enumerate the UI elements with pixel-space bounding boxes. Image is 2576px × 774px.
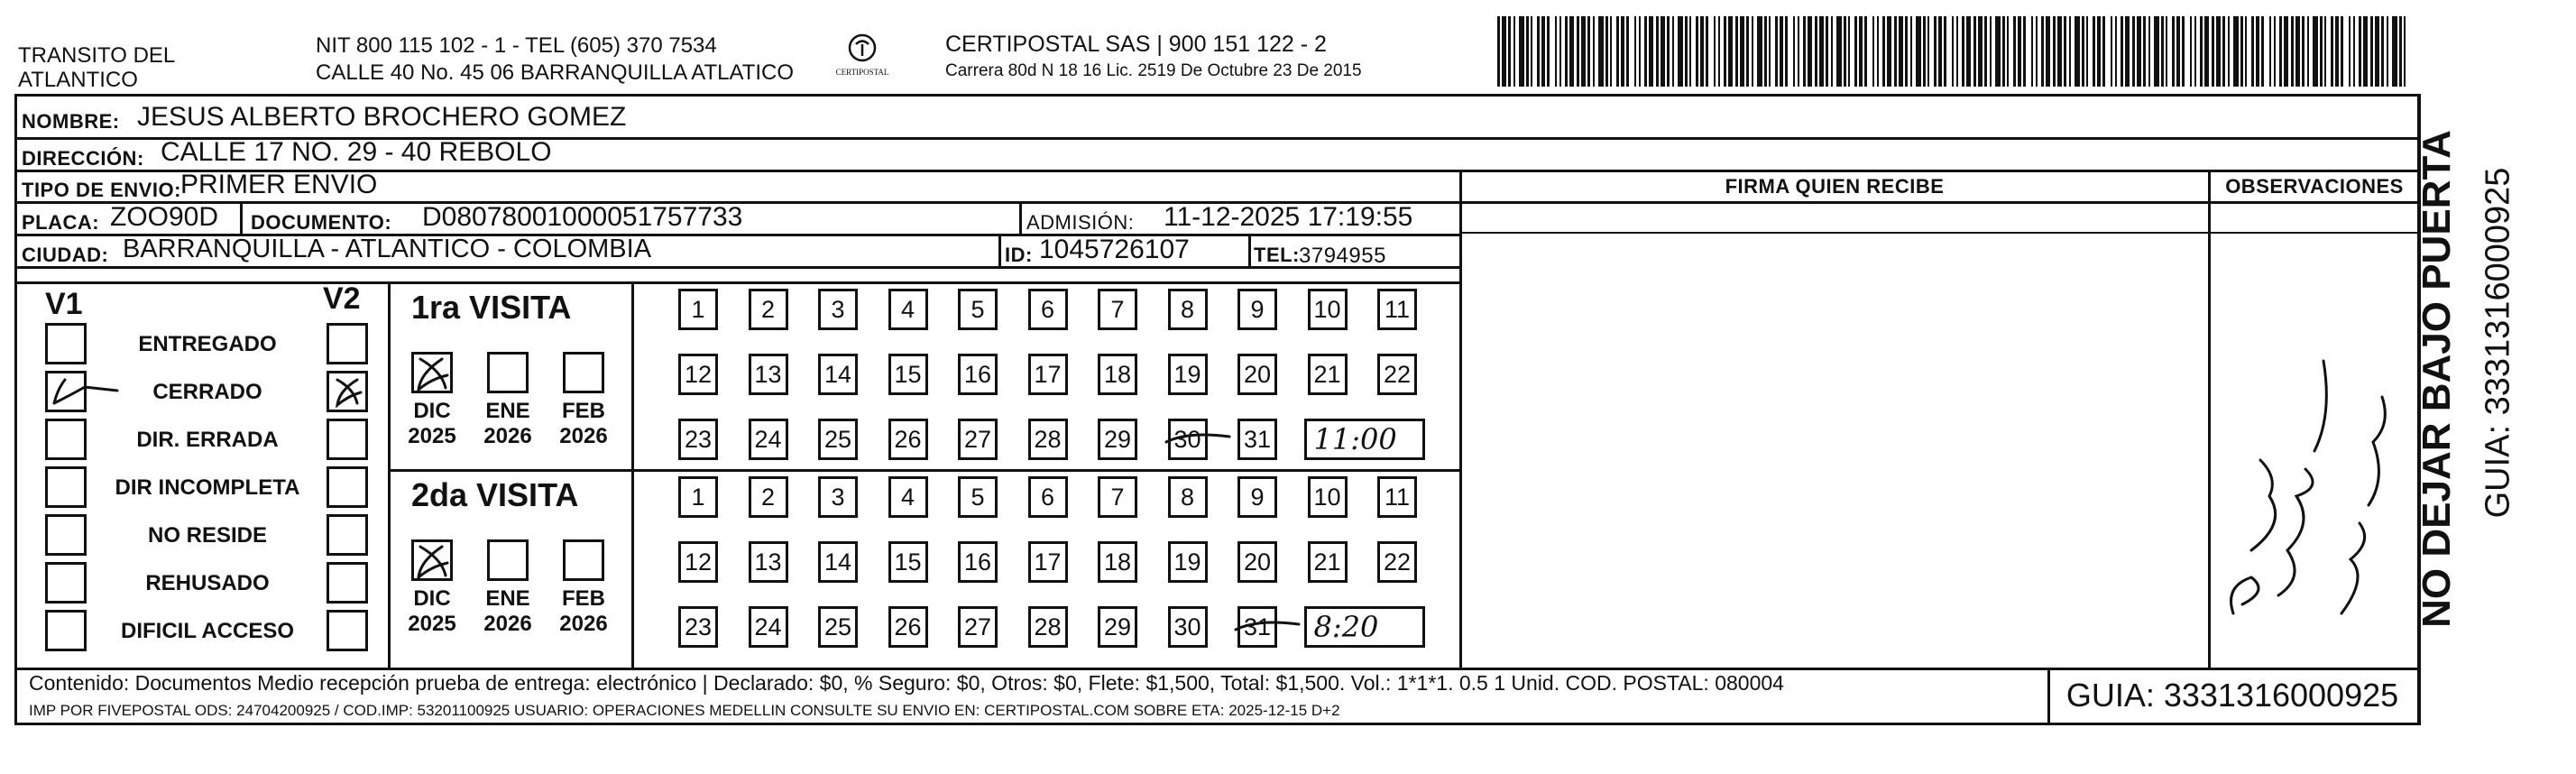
day-box[interactable]: 6 bbox=[1028, 476, 1068, 518]
day-box[interactable]: 18 bbox=[1098, 354, 1137, 395]
day-box[interactable]: 28 bbox=[1028, 606, 1068, 648]
day-box[interactable]: 27 bbox=[958, 606, 998, 648]
day-box[interactable]: 17 bbox=[1028, 541, 1068, 583]
barcode-bar bbox=[2041, 16, 2044, 87]
barcode-bar bbox=[2093, 16, 2095, 87]
barcode-bar bbox=[1678, 16, 1683, 87]
barcode-bar bbox=[2212, 16, 2214, 87]
barcode-bar bbox=[2176, 16, 2180, 87]
day-box[interactable]: 5 bbox=[958, 476, 998, 518]
day-box[interactable]: 6 bbox=[1028, 289, 1068, 330]
day-box[interactable]: 7 bbox=[1098, 289, 1137, 330]
month-mark bbox=[411, 352, 453, 393]
day-box[interactable]: 11 bbox=[1377, 476, 1417, 518]
day-box[interactable]: 27 bbox=[958, 419, 998, 460]
barcode-bar bbox=[2013, 16, 2016, 87]
barcode-bar bbox=[1593, 16, 1595, 87]
barcode-bar bbox=[1649, 16, 1653, 87]
barcode-bar bbox=[1700, 16, 1704, 87]
v2-checkbox[interactable] bbox=[327, 466, 368, 508]
day-box[interactable]: 12 bbox=[678, 354, 718, 395]
status-label: DIR. ERRADA bbox=[136, 428, 279, 452]
barcode-bar bbox=[2335, 16, 2339, 87]
name-label: NOMBRE: bbox=[22, 110, 120, 133]
barcode-bar bbox=[2204, 16, 2209, 87]
plate-label: PLACA: bbox=[22, 211, 100, 234]
document-value: D08078001000051757733 bbox=[422, 202, 743, 232]
month-label: ENE 2026 bbox=[483, 399, 532, 448]
day-box[interactable]: 25 bbox=[818, 419, 858, 460]
barcode-bar bbox=[2341, 16, 2343, 87]
barcode-bar bbox=[2387, 16, 2388, 87]
barcode-bar bbox=[1513, 16, 1515, 87]
day-box[interactable]: 20 bbox=[1237, 541, 1277, 583]
barcode-bar bbox=[2046, 16, 2050, 87]
barcode-bar bbox=[1656, 16, 1659, 87]
month-label: ENE 2026 bbox=[483, 586, 532, 636]
barcode-bar bbox=[2132, 16, 2135, 87]
v2-check-mark bbox=[327, 371, 368, 412]
day-box[interactable]: 19 bbox=[1168, 541, 1208, 583]
day-box[interactable]: 16 bbox=[958, 541, 998, 583]
barcode-bar bbox=[1872, 16, 1874, 87]
barcode-bar bbox=[2240, 16, 2243, 87]
v2-checkbox[interactable] bbox=[327, 323, 368, 364]
barcode-bar bbox=[2002, 16, 2005, 87]
day-box[interactable]: 26 bbox=[888, 606, 928, 648]
barcode-bar bbox=[1905, 16, 1908, 87]
barcode-bar bbox=[2190, 16, 2192, 87]
day-box[interactable]: 2 bbox=[749, 289, 788, 330]
barcode-bar bbox=[2228, 16, 2230, 87]
barcode-bar bbox=[2097, 16, 2101, 87]
day-box[interactable]: 7 bbox=[1098, 476, 1137, 518]
barcode-bar bbox=[1577, 16, 1579, 87]
barcode-bar bbox=[1598, 16, 1604, 87]
day-box[interactable]: 21 bbox=[1308, 541, 1348, 583]
barcode-bar bbox=[1938, 16, 1942, 87]
barcode-bar bbox=[1819, 16, 1824, 87]
barcode-bar bbox=[1859, 16, 1863, 87]
barcode-bar bbox=[1995, 16, 2001, 87]
barcode-bar bbox=[2291, 16, 2294, 87]
barcode-bar bbox=[2018, 16, 2021, 87]
status-label: NO RESIDE bbox=[147, 523, 268, 548]
side-guide: GUIA: 3331316000925 bbox=[2479, 167, 2517, 519]
org-contact bbox=[316, 32, 794, 87]
barcode-bar bbox=[1836, 16, 1842, 87]
barcode-bar bbox=[1541, 16, 1545, 87]
barcode-bar bbox=[1785, 16, 1788, 87]
barcode-bar bbox=[1537, 16, 1540, 87]
barcode-bar bbox=[1923, 16, 1926, 87]
day-box[interactable]: 1 bbox=[678, 289, 718, 330]
barcode-bar bbox=[1775, 16, 1778, 87]
v2-checkbox[interactable] bbox=[327, 371, 368, 412]
city-value: BARRANQUILLA - ATLANTICO - COLOMBIA bbox=[123, 235, 652, 263]
recipient-address: CALLE 17 NO. 29 - 40 REBOLO bbox=[161, 137, 552, 167]
barcode-bar bbox=[2320, 16, 2323, 87]
barcode-bar bbox=[1793, 16, 1795, 87]
day-strike-mark bbox=[1161, 419, 1233, 460]
month-checkbox[interactable] bbox=[411, 539, 453, 581]
no-dejar-warning: NO DEJAR BAJO PUERTA bbox=[2415, 130, 2459, 628]
day-box[interactable]: 18 bbox=[1098, 541, 1137, 583]
barcode-bar bbox=[2245, 16, 2247, 87]
barcode-bar bbox=[1724, 16, 1726, 87]
barcode-bar bbox=[2102, 16, 2105, 87]
barcode-bar bbox=[1626, 16, 1629, 87]
barcode-bar bbox=[1877, 16, 1879, 87]
barcode-bar bbox=[1764, 16, 1767, 87]
barcode-bar bbox=[1798, 16, 1799, 87]
barcode-bar bbox=[2307, 16, 2309, 87]
barcode-bar bbox=[2111, 16, 2112, 87]
barcode-bar bbox=[2353, 16, 2355, 87]
month-checkbox[interactable] bbox=[487, 539, 529, 581]
barcode-bar bbox=[1808, 16, 1812, 87]
day-box[interactable]: 24 bbox=[749, 419, 788, 460]
barcode-bar bbox=[2194, 16, 2196, 87]
courier-info bbox=[945, 31, 1362, 85]
barcode-bar bbox=[2007, 16, 2009, 87]
day-box[interactable]: 3 bbox=[818, 476, 858, 518]
barcode-bar bbox=[1508, 16, 1511, 87]
day-box[interactable]: 10 bbox=[1308, 476, 1348, 518]
org-name: TRANSITO DEL ATLANTICO bbox=[18, 43, 176, 92]
barcode-bar bbox=[1605, 16, 1608, 87]
day-box[interactable]: 29 bbox=[1098, 606, 1137, 648]
barcode-bar bbox=[1610, 16, 1612, 87]
day-box[interactable]: 2 bbox=[749, 476, 788, 518]
barcode-bar bbox=[1944, 16, 1946, 87]
barcode-bar bbox=[1956, 16, 1958, 87]
print-line: IMP POR FIVEPOSTAL ODS: 24704200925 / COD.IMP: 53201100925 USUARIO: OPERACIONES MEDELLIN CONSULTE SU ENVIO EN: CERTIPOSTAL.COM SOBRE ETA: 2025-12-15 D+2 bbox=[29, 702, 1340, 719]
barcode-bar bbox=[1728, 16, 1733, 87]
tel-label: TEL: bbox=[1254, 244, 1300, 266]
barcode-bar bbox=[1803, 16, 1806, 87]
day-box[interactable]: 24 bbox=[749, 606, 788, 648]
day-box[interactable]: 13 bbox=[749, 354, 788, 395]
day-box[interactable]: 30 bbox=[1168, 419, 1208, 460]
barcode-bar bbox=[1910, 16, 1912, 87]
v2-checkbox[interactable] bbox=[327, 610, 368, 651]
barcode-bar bbox=[1752, 16, 1753, 87]
day-box[interactable]: 5 bbox=[958, 289, 998, 330]
day-box[interactable]: 23 bbox=[678, 606, 718, 648]
day-box[interactable]: 11 bbox=[1377, 289, 1417, 330]
barcode-bar bbox=[2284, 16, 2288, 87]
barcode-bar bbox=[2115, 16, 2117, 87]
barcode-bar bbox=[1831, 16, 1833, 87]
barcode-bar bbox=[1864, 16, 1867, 87]
v2-checkbox[interactable] bbox=[327, 514, 368, 556]
barcode-bar bbox=[2154, 16, 2159, 87]
day-box[interactable]: 4 bbox=[888, 476, 928, 518]
day-box[interactable]: 17 bbox=[1028, 354, 1068, 395]
barcode-bar bbox=[1502, 16, 1506, 87]
day-box[interactable]: 29 bbox=[1098, 419, 1137, 460]
barcode-bar bbox=[1854, 16, 1857, 87]
day-box[interactable]: 22 bbox=[1377, 354, 1417, 395]
barcode-bar bbox=[2370, 16, 2373, 87]
shipment-type: PRIMER ENVIO bbox=[180, 170, 378, 199]
barcode-bar bbox=[2399, 16, 2402, 87]
barcode-bar bbox=[1587, 16, 1590, 87]
day-box[interactable]: 31 bbox=[1237, 419, 1277, 460]
barcode-bar bbox=[2031, 16, 2033, 87]
day-box[interactable]: 10 bbox=[1308, 289, 1348, 330]
barcode bbox=[1497, 16, 2408, 87]
courier-license: Carrera 80d N 18 16 Lic. 2519 De Octubre 23 De 2015 bbox=[945, 61, 1362, 80]
nit-line: NIT 800 115 102 - 1 - TEL (605) 370 7534 bbox=[316, 33, 717, 58]
day-box[interactable]: 1 bbox=[678, 476, 718, 518]
courier-line: CERTIPOSTAL SAS | 900 151 122 - 2 bbox=[945, 32, 1327, 57]
barcode-bar bbox=[1757, 16, 1762, 87]
barcode-bar bbox=[2233, 16, 2239, 87]
barcode-bar bbox=[2086, 16, 2088, 87]
barcode-bar bbox=[1565, 16, 1568, 87]
day-strike-mark bbox=[1230, 606, 1302, 648]
month-mark bbox=[411, 539, 453, 581]
barcode-bar bbox=[1706, 16, 1708, 87]
barcode-bar bbox=[1844, 16, 1846, 87]
day-box[interactable]: 15 bbox=[888, 541, 928, 583]
barcode-bar bbox=[1696, 16, 1698, 87]
observations-handwriting bbox=[2215, 343, 2414, 650]
status-label: ENTREGADO bbox=[138, 332, 277, 356]
barcode-bar bbox=[2182, 16, 2185, 87]
barcode-bar bbox=[1916, 16, 1921, 87]
month-checkbox[interactable] bbox=[563, 539, 604, 581]
barcode-bar bbox=[2251, 16, 2254, 87]
barcode-bar bbox=[2161, 16, 2164, 87]
barcode-bar bbox=[2404, 16, 2406, 87]
barcode-bar bbox=[2200, 16, 2203, 87]
barcode-bar bbox=[2302, 16, 2305, 87]
barcode-bar bbox=[2222, 16, 2225, 87]
barcode-bar bbox=[1769, 16, 1771, 87]
barcode-bar bbox=[1984, 16, 1987, 87]
day-box[interactable]: 26 bbox=[888, 419, 928, 460]
month-checkbox[interactable] bbox=[563, 352, 604, 393]
barcode-bar bbox=[2143, 16, 2146, 87]
footer-guide: GUIA: 3331316000925 bbox=[2065, 677, 2399, 714]
day-box[interactable]: 21 bbox=[1308, 354, 1348, 395]
barcode-bar bbox=[1962, 16, 1964, 87]
barcode-bar bbox=[1952, 16, 1954, 87]
barcode-bar bbox=[2375, 16, 2379, 87]
month-checkbox[interactable] bbox=[411, 352, 453, 393]
barcode-bar bbox=[1555, 16, 1557, 87]
barcode-bar bbox=[2313, 16, 2318, 87]
day-box[interactable]: 15 bbox=[888, 354, 928, 395]
day-box[interactable]: 3 bbox=[818, 289, 858, 330]
barcode-bar bbox=[1559, 16, 1561, 87]
barcode-bar bbox=[2359, 16, 2361, 87]
certipostal-logo: CERTIPOSTAL bbox=[830, 32, 895, 87]
day-box[interactable]: 8 bbox=[1168, 476, 1208, 518]
barcode-bar bbox=[1990, 16, 1992, 87]
v2-checkbox[interactable] bbox=[327, 419, 368, 460]
barcode-bar bbox=[1973, 16, 1976, 87]
id-value: 1045726107 bbox=[1039, 235, 1190, 264]
month-label: DIC 2025 bbox=[408, 399, 456, 448]
month-label: DIC 2025 bbox=[408, 586, 456, 636]
status-label: DIR INCOMPLETA bbox=[115, 475, 300, 500]
barcode-bar bbox=[1746, 16, 1749, 87]
barcode-bar bbox=[1966, 16, 1971, 87]
barcode-bar bbox=[1899, 16, 1903, 87]
barcode-bar bbox=[2121, 16, 2123, 87]
barcode-bar bbox=[1927, 16, 1929, 87]
day-box[interactable]: 9 bbox=[1237, 476, 1277, 518]
signature-area[interactable] bbox=[1463, 204, 2208, 666]
v1-label: V1 bbox=[45, 287, 83, 321]
courier-logo-icon bbox=[844, 32, 880, 63]
barcode-bar bbox=[2064, 16, 2066, 87]
status-label: CERRADO bbox=[152, 380, 262, 404]
day-box[interactable]: 19 bbox=[1168, 354, 1208, 395]
barcode-bar bbox=[2075, 16, 2080, 87]
barcode-bar bbox=[2053, 16, 2056, 87]
barcode-bar bbox=[1740, 16, 1744, 87]
day-box[interactable]: 14 bbox=[818, 354, 858, 395]
day-box[interactable]: 23 bbox=[678, 419, 718, 460]
day-box[interactable]: 13 bbox=[749, 541, 788, 583]
barcode-bar bbox=[2349, 16, 2351, 87]
barcode-bar bbox=[1616, 16, 1619, 87]
barcode-bar bbox=[1531, 16, 1532, 87]
barcode-bar bbox=[2269, 16, 2271, 87]
address-label: DIRECCIÓN: bbox=[22, 147, 144, 170]
city-label: CIUDAD: bbox=[22, 244, 109, 266]
day-box[interactable]: 16 bbox=[958, 354, 998, 395]
barcode-bar bbox=[2363, 16, 2368, 87]
handwritten-time[interactable]: 11:00 bbox=[1304, 419, 1425, 460]
barcode-bar bbox=[2023, 16, 2026, 87]
barcode-bar bbox=[2279, 16, 2282, 87]
barcode-bar bbox=[2166, 16, 2167, 87]
id-label: ID: bbox=[1005, 244, 1033, 266]
barcode-bar bbox=[1526, 16, 1529, 87]
barcode-bar bbox=[1978, 16, 1983, 87]
barcode-bar bbox=[1569, 16, 1574, 87]
day-box[interactable]: 31 bbox=[1237, 606, 1277, 648]
barcode-bar bbox=[2261, 16, 2264, 87]
barcode-bar bbox=[2148, 16, 2150, 87]
day-box[interactable]: 22 bbox=[1377, 541, 1417, 583]
barcode-bar bbox=[2381, 16, 2384, 87]
barcode-bar bbox=[1689, 16, 1691, 87]
admission-label: ADMISIÓN: bbox=[1026, 211, 1135, 234]
day-box[interactable]: 30 bbox=[1168, 606, 1208, 648]
day-box[interactable]: 14 bbox=[818, 541, 858, 583]
barcode-bar bbox=[1735, 16, 1738, 87]
document-label: DOCUMENTO: bbox=[251, 211, 392, 234]
month-checkbox[interactable] bbox=[487, 352, 529, 393]
barcode-bar bbox=[2256, 16, 2259, 87]
barcode-bar bbox=[1685, 16, 1688, 87]
day-box[interactable]: 12 bbox=[678, 541, 718, 583]
barcode-bar bbox=[1714, 16, 1716, 87]
day-box[interactable]: 9 bbox=[1237, 289, 1277, 330]
barcode-bar bbox=[2295, 16, 2300, 87]
barcode-bar bbox=[1826, 16, 1828, 87]
v2-checkbox[interactable] bbox=[327, 562, 368, 604]
v2-label: V2 bbox=[323, 281, 361, 316]
barcode-bar bbox=[2137, 16, 2141, 87]
tel-value: 3794955 bbox=[1299, 244, 1386, 268]
barcode-bar bbox=[2069, 16, 2071, 87]
barcode-bar bbox=[1581, 16, 1586, 87]
day-box[interactable]: 4 bbox=[888, 289, 928, 330]
barcode-bar bbox=[1887, 16, 1891, 87]
handwritten-time[interactable]: 8:20 bbox=[1304, 606, 1425, 648]
day-box[interactable]: 20 bbox=[1237, 354, 1277, 395]
day-box[interactable]: 28 bbox=[1028, 419, 1068, 460]
barcode-bar bbox=[1934, 16, 1937, 87]
barcode-bar bbox=[1672, 16, 1674, 87]
recipient-name: JESUS ALBERTO BROCHERO GOMEZ bbox=[137, 102, 627, 132]
barcode-bar bbox=[1894, 16, 1897, 87]
month-label: FEB 2026 bbox=[559, 586, 608, 636]
visit-title: 1ra VISITA bbox=[411, 289, 572, 326]
barcode-bar bbox=[1621, 16, 1624, 87]
barcode-bar bbox=[1497, 16, 1500, 87]
barcode-bar bbox=[1718, 16, 1720, 87]
barcode-bar bbox=[1644, 16, 1647, 87]
barcode-bar bbox=[1780, 16, 1783, 87]
address-line: CALLE 40 No. 45 06 BARRANQUILLA ATLATICO bbox=[316, 60, 795, 85]
barcode-bar bbox=[2057, 16, 2062, 87]
barcode-bar bbox=[1815, 16, 1817, 87]
observations-label: OBSERVACIONES bbox=[2225, 175, 2404, 198]
barcode-bar bbox=[2125, 16, 2130, 87]
shipment-type-label: TIPO DE ENVIO: bbox=[22, 179, 181, 201]
barcode-bar bbox=[2172, 16, 2175, 87]
status-label: REHUSADO bbox=[145, 571, 270, 595]
month-label: FEB 2026 bbox=[559, 399, 608, 448]
barcode-bar bbox=[1882, 16, 1885, 87]
barcode-bar bbox=[1661, 16, 1665, 87]
barcode-bar bbox=[1519, 16, 1524, 87]
receiver-signature-label: FIRMA QUIEN RECIBE bbox=[1725, 175, 1945, 198]
admission-value: 11-12-2025 17:19:55 bbox=[1164, 202, 1413, 232]
barcode-bar bbox=[1639, 16, 1641, 87]
status-label: DIFICIL ACCESO bbox=[120, 619, 294, 643]
barcode-bar bbox=[1547, 16, 1550, 87]
barcode-bar bbox=[1848, 16, 1850, 87]
barcode-bar bbox=[2082, 16, 2084, 87]
visit-title: 2da VISITA bbox=[411, 476, 579, 513]
day-box[interactable]: 25 bbox=[818, 606, 858, 648]
barcode-bar bbox=[2274, 16, 2276, 87]
barcode-bar bbox=[2036, 16, 2038, 87]
barcode-bar bbox=[2392, 16, 2397, 87]
content-line: Contenido: Documentos Medio recepción prueba de entrega: electrónico | Declarado: $0, % Seguro: $0, Otros: $0, Flete: $1,500, Total: $1,500. Vol.: 1*1*1. 0.5 1 Unid. COD. POSTAL: 080004 bbox=[29, 671, 1784, 695]
barcode-bar bbox=[2324, 16, 2326, 87]
barcode-bar bbox=[2331, 16, 2333, 87]
barcode-bar bbox=[2216, 16, 2221, 87]
plate-value: ZOO90D bbox=[110, 202, 219, 232]
day-box[interactable]: 8 bbox=[1168, 289, 1208, 330]
barcode-bar bbox=[1634, 16, 1636, 87]
barcode-bar bbox=[1667, 16, 1670, 87]
